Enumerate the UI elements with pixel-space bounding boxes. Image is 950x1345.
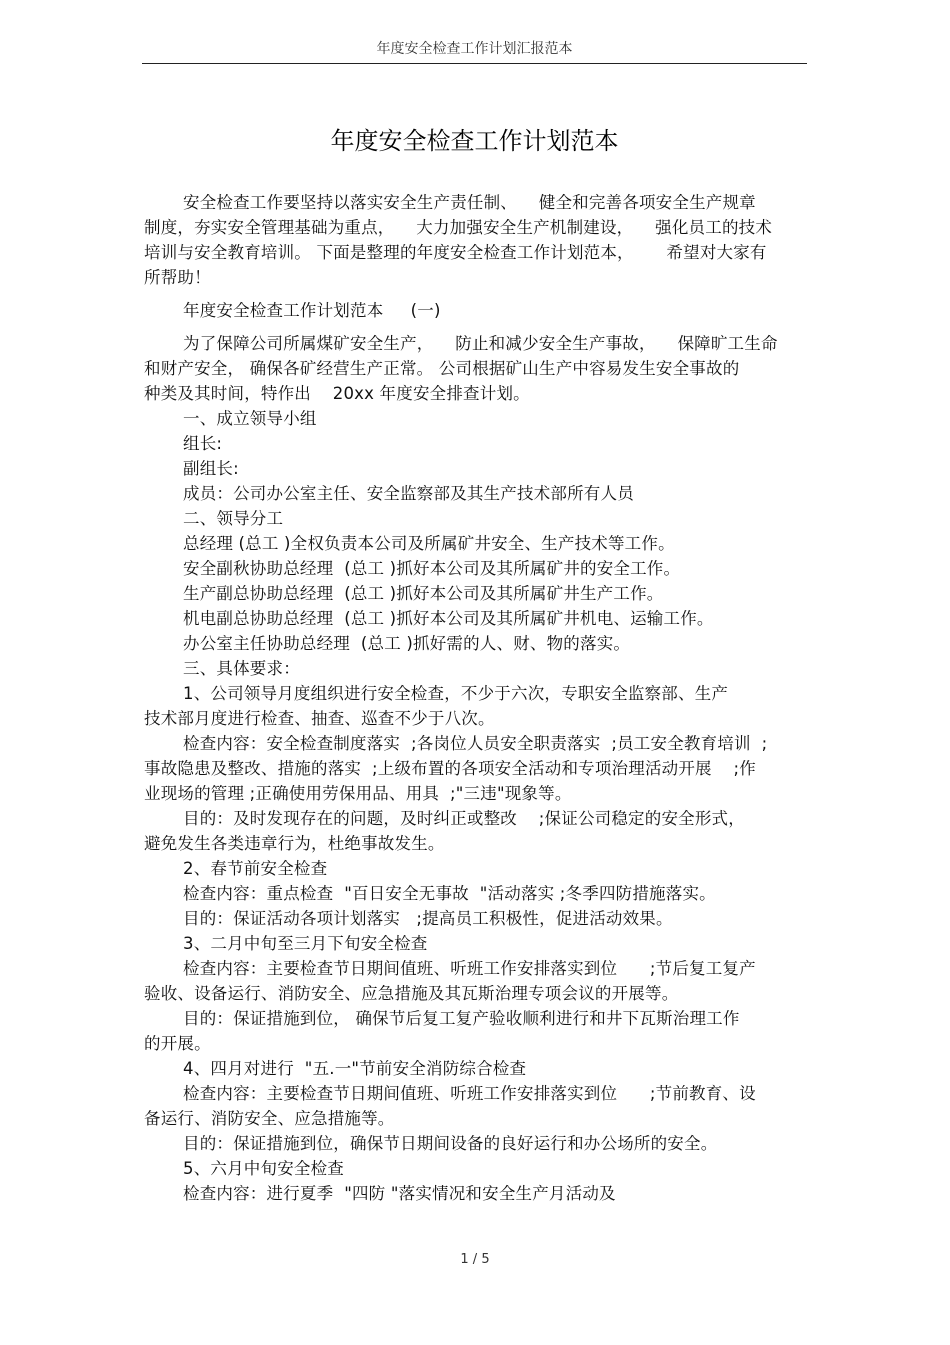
page-number: 1 / 5 xyxy=(460,1252,490,1267)
body-line: 为了保障公司所属煤矿安全生产， 防止和减少安全生产事故， 保障旷工生命 xyxy=(183,334,778,353)
body-line: 检查内容：主要检查节日期间值班、听班工作安排落实到位 ;节后复工复产 xyxy=(183,959,756,978)
body-line: 的开展。 xyxy=(144,1034,211,1053)
body-line: 一、成立领导小组 xyxy=(183,409,317,428)
body-line: 总经理 (总工 )全权负责本公司及所属矿井安全、生产技术等工作。 xyxy=(183,534,675,553)
header-rule xyxy=(142,63,807,64)
body-line: 4、四月对进行 "五.一"节前安全消防综合检查 xyxy=(183,1059,527,1078)
body-line: 二、领导分工 xyxy=(183,509,284,528)
intro-line: 培训与安全教育培训。 下面是整理的年度安全检查工作计划范本， 希望对大家有 xyxy=(144,243,767,262)
body-line: 目的：保证措施到位，确保节日期间设备的良好运行和办公场所的安全。 xyxy=(183,1134,718,1153)
section-heading: 年度安全检查工作计划范本 (一) xyxy=(183,301,441,320)
body-line: 成员：公司办公室主任、安全监察部及其生产技术部所有人员 xyxy=(183,484,634,503)
body-line: 2、春节前安全检查 xyxy=(183,859,328,878)
intro-line: 所帮助！ xyxy=(144,268,211,287)
body-line: 生产副总协助总经理 (总工 )抓好本公司及其所属矿井生产工作。 xyxy=(183,584,664,603)
body-line: 避免发生各类违章行为，杜绝事故发生。 xyxy=(144,834,445,853)
body-line: 办公室主任协助总经理 (总工 )抓好需的人、财、物的落实。 xyxy=(183,634,631,653)
body-line: 目的：保证措施到位， 确保节后复工复产验收顺利进行和井下瓦斯治理工作 xyxy=(183,1009,740,1028)
intro-line: 安全检查工作要坚持以落实安全生产责任制、 健全和完善各项安全生产规章 xyxy=(183,193,756,212)
body-line: 检查内容：安全检查制度落实 ;各岗位人员安全职责落实 ;员工安全教育培训 ; xyxy=(183,734,768,753)
body-line: 检查内容：进行夏季 "四防 "落实情况和安全生产月活动及 xyxy=(183,1184,616,1203)
body-line: 检查内容：重点检查 "百日安全无事故 "活动落实 ;冬季四防措施落实。 xyxy=(183,884,716,903)
body-line: 种类及其时间，特作出 20xx 年度安全排查计划。 xyxy=(144,384,530,403)
body-line: 1、公司领导月度组织进行安全检查，不少于六次，专职安全监察部、生产 xyxy=(183,684,729,703)
body-line: 目的：及时发现存在的问题，及时纠正或整改 ;保证公司稳定的安全形式， xyxy=(183,809,745,828)
body-line: 机电副总协助总经理 (总工 )抓好本公司及其所属矿井机电、运输工作。 xyxy=(183,609,714,628)
document-body xyxy=(144,190,804,1206)
body-line: 3、二月中旬至三月下旬安全检查 xyxy=(183,934,428,953)
body-line: 5、六月中旬安全检查 xyxy=(183,1159,344,1178)
body-line: 事故隐患及整改、措施的落实 ;上级布置的各项安全活动和专项治理活动开展 ;作 xyxy=(144,759,756,778)
body-line: 技术部月度进行检查、抽查、巡查不少于八次。 xyxy=(144,709,495,728)
body-line: 组长: xyxy=(183,434,223,453)
body-line: 和财产安全， 确保各矿经营生产正常。 公司根据矿山生产中容易发生安全事故的 xyxy=(144,359,740,378)
document-title: 年度安全检查工作计划范本 xyxy=(330,127,619,155)
body-line: 安全副秋协助总经理 (总工 )抓好本公司及其所属矿井的安全工作。 xyxy=(183,559,681,578)
body-line: 副组长: xyxy=(183,459,239,478)
body-line: 业现场的管理 ;正确使用劳保用品、用具 ;"三违"现象等。 xyxy=(144,784,572,803)
running-header: 年度安全检查工作计划汇报范本 xyxy=(376,41,573,57)
body-line: 验收、设备运行、消防安全、应急措施及其瓦斯治理专项会议的开展等。 xyxy=(144,984,679,1003)
body-line: 备运行、消防安全、应急措施等。 xyxy=(144,1109,395,1128)
body-line: 目的：保证活动各项计划落实 ;提高员工积极性，促进活动效果。 xyxy=(183,909,673,928)
body-line: 检查内容：主要检查节日期间值班、听班工作安排落实到位 ;节前教育、设 xyxy=(183,1084,756,1103)
body-line: 三、具体要求： xyxy=(183,659,300,678)
intro-line: 制度，夯实安全管理基础为重点， 大力加强安全生产机制建设， 强化员工的技术 xyxy=(144,218,773,237)
